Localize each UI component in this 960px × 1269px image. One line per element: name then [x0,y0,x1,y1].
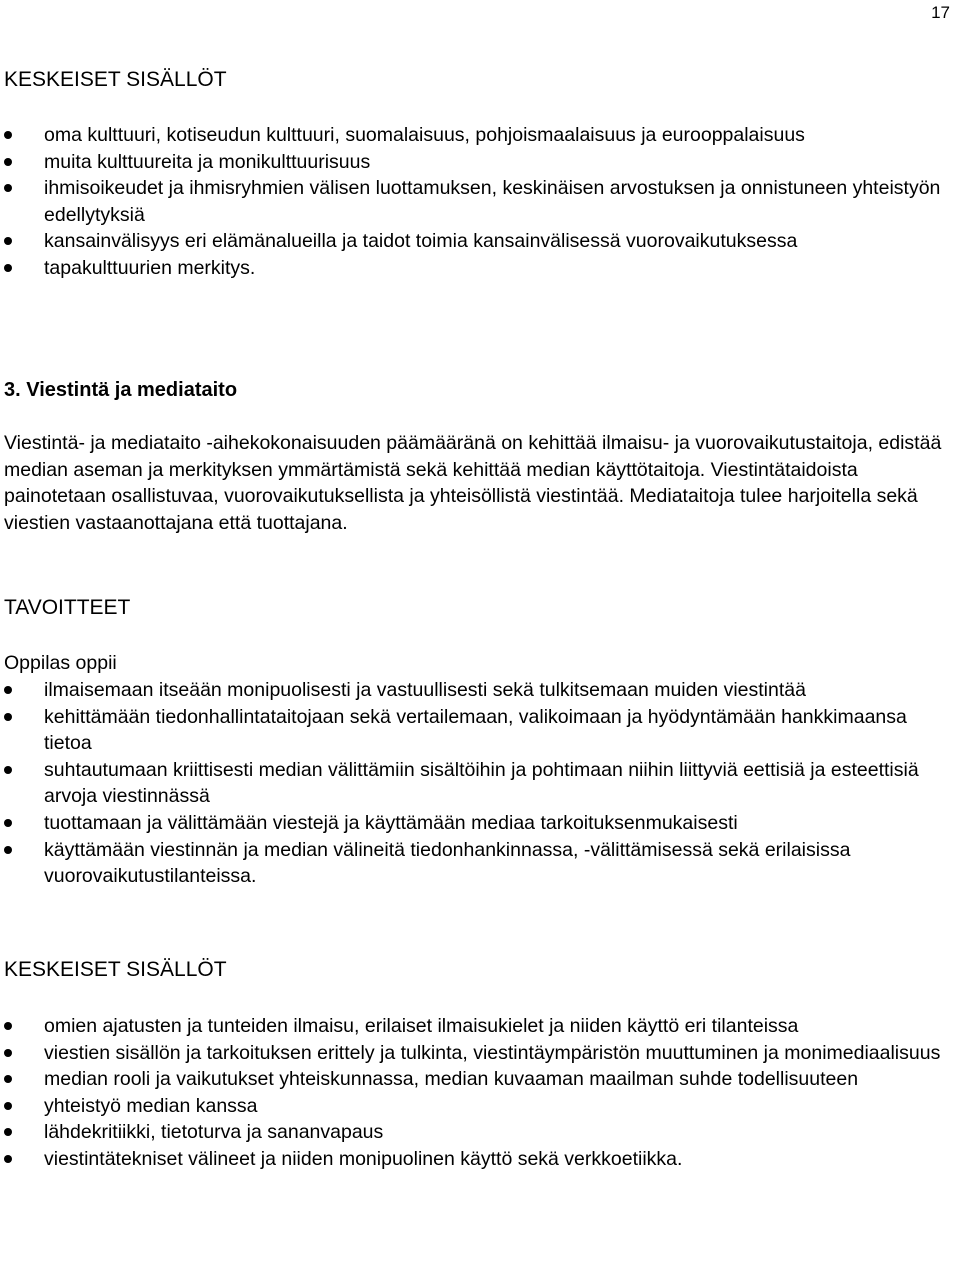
list-item: omien ajatusten ja tunteiden ilmaisu, erilaiset ilmaisukielet ja niiden käyttö eri tilanteissa [0,1013,950,1040]
bullet-icon [4,158,12,166]
list-item: median rooli ja vaikutukset yhteiskunnassa, median kuvaaman maailman suhde todellisuuteen [0,1066,950,1093]
bullet-icon [4,131,12,139]
bullet-icon [4,819,12,827]
bullet-icon [4,1155,12,1163]
list-item: kansainvälisyys eri elämänalueilla ja taidot toimia kansainvälisessä vuorovaikutuksessa [0,228,950,255]
list-item: tapakulttuurien merkitys. [0,255,950,282]
list-item: yhteistyö median kanssa [0,1093,950,1120]
bullet-icon [4,1128,12,1136]
contents-list [0,1013,950,1173]
bullet-icon [4,1102,12,1110]
goals-heading: TAVOITTEET [4,596,131,619]
list-item: ilmaisemaan itseään monipuolisesti ja vastuullisesti sekä tulkitsemaan muiden viestintää [0,677,950,704]
bullet-icon [4,686,12,694]
goals-list [0,677,950,890]
list-item: tuottamaan ja välittämään viestejä ja käyttämään mediaa tarkoituksenmukaisesti [0,810,950,837]
list-item: lähdekritiikki, tietoturva ja sananvapaus [0,1119,950,1146]
bullet-icon [4,1022,12,1030]
contents-heading: KESKEISET SISÄLLÖT [4,958,227,981]
list-item: viestien sisällön ja tarkoituksen erittely ja tulkinta, viestintäympäristön muuttuminen ja monimediaalisuus [0,1040,950,1067]
list-item: muita kulttuureita ja monikulttuurisuus [0,149,950,176]
bullet-icon [4,237,12,245]
list-item: kehittämään tiedonhallintataitojaan sekä vertailemaan, valikoimaan ja hyödyntämään hankkimaansa tietoa [0,704,950,757]
bullet-icon [4,1075,12,1083]
section1-heading: KESKEISET SISÄLLÖT [4,68,227,91]
bullet-icon [4,1049,12,1057]
list-item: oma kulttuuri, kotiseudun kulttuuri, suomalaisuus, pohjoismaalaisuus ja eurooppalaisuus [0,122,950,149]
section1-content-list [0,122,950,282]
list-item: viestintätekniset välineet ja niiden monipuolinen käyttö sekä verkkoetiikka. [0,1146,950,1173]
list-item: käyttämään viestinnän ja median välineitä tiedonhankinnassa, -välittämisessä sekä erilaisissa vuorovaikutustilanteissa. [0,837,950,890]
bullet-icon [4,766,12,774]
page-number: 17 [931,3,950,22]
bullet-icon [4,846,12,854]
section-title: 3. Viestintä ja mediataito [4,379,238,401]
bullet-icon [4,184,12,192]
goals-lead: Oppilas oppii [4,652,117,674]
bullet-icon [4,264,12,272]
bullet-icon [4,713,12,721]
list-item: ihmisoikeudet ja ihmisryhmien välisen luottamuksen, keskinäisen arvostuksen ja onnistuneen yhteistyön edellytyksiä [0,175,950,228]
section-intro-paragraph: Viestintä- ja mediataito -aihekokonaisuuden päämääränä on kehittää ilmaisu- ja vuorovaikutustaitoja, edistää median aseman ja merkityksen ymmärtämistä sekä kehittää median käyttötaitoja. Viestintätaidoista painotetaan osallistuvaa, vuorovaikutuksellista ja yhteisöllistä viestintää. Mediataitoja tulee harjoitella sekä viestien vastaanottajana että tuottajana. [4,432,942,534]
list-item: suhtautumaan kriittisesti median välittämiin sisältöihin ja pohtimaan niihin liittyviä eettisiä ja esteettisiä arvoja viestinnässä [0,757,950,810]
